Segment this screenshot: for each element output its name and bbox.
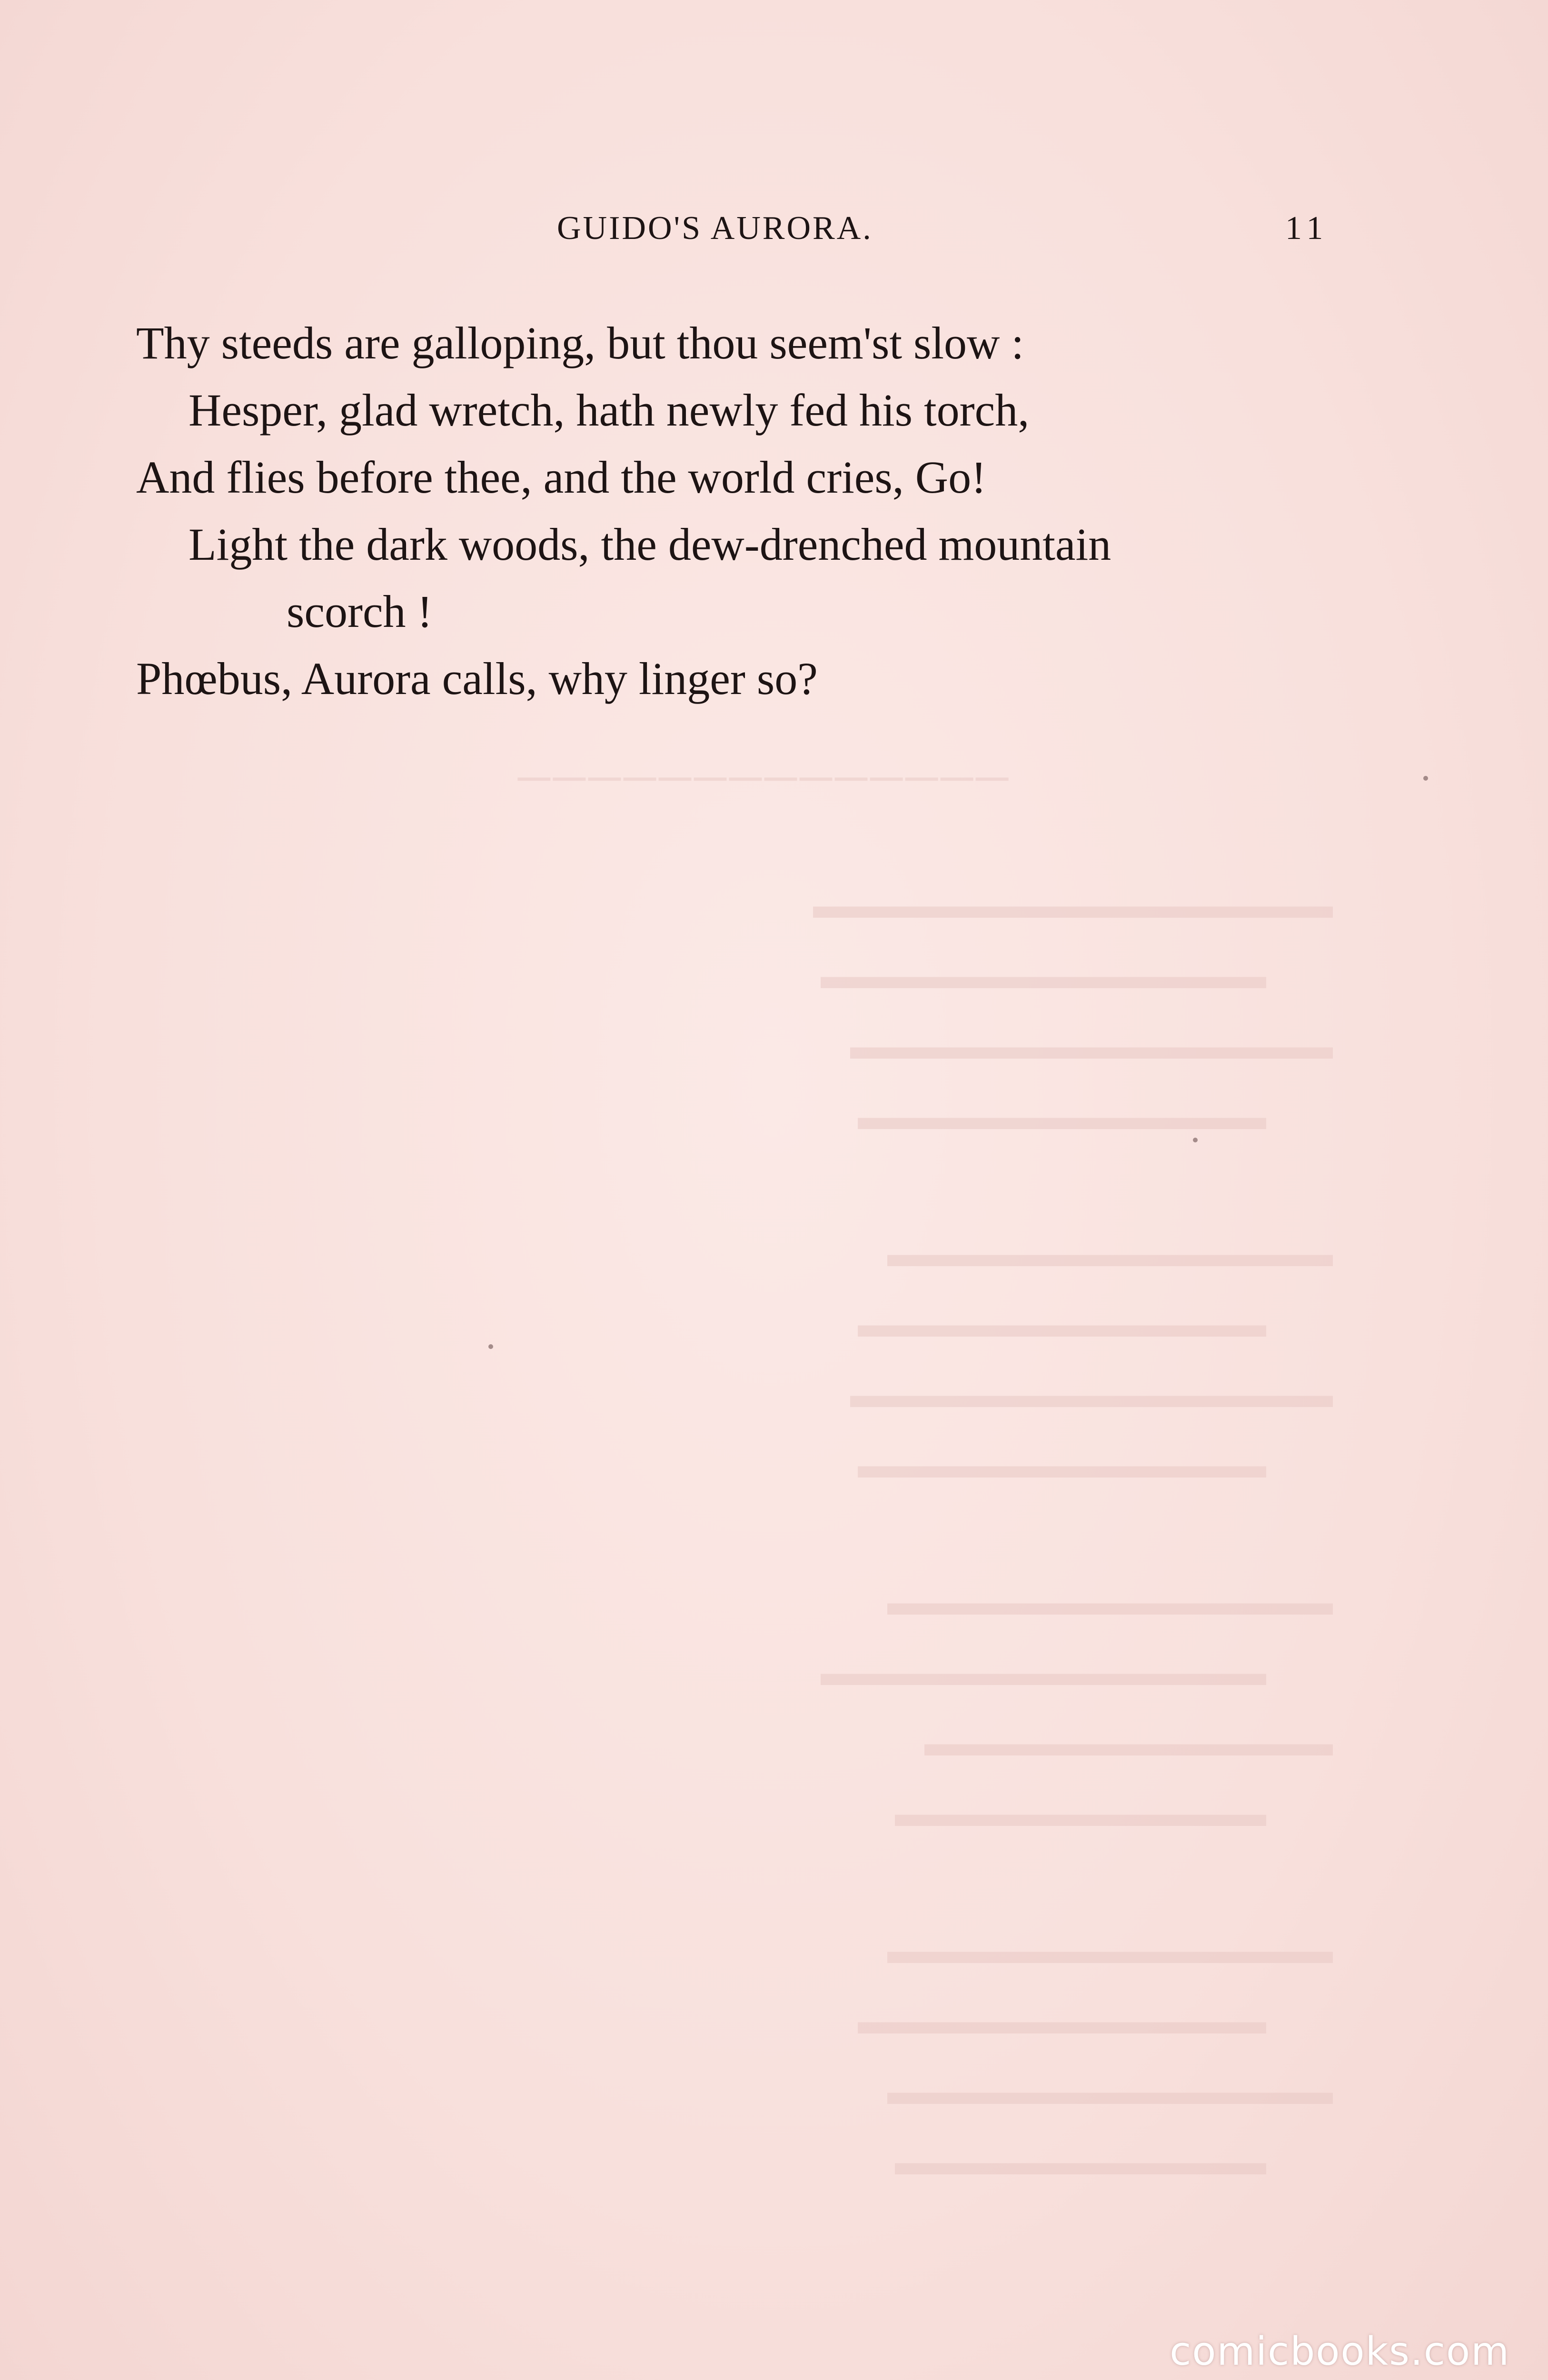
running-title: GUIDO'S AURORA.: [557, 210, 873, 247]
running-head: [0, 209, 1548, 257]
print-speck: [1193, 1138, 1198, 1142]
watermark-text: comicbooks.com: [1170, 2329, 1510, 2374]
print-speck: [488, 1344, 493, 1349]
verse-line: And flies before thee, and the world cries, Go!: [136, 452, 987, 503]
verse-line-turnover: scorch !: [287, 586, 433, 637]
poem-stanza: [136, 309, 1336, 712]
verse-line: Hesper, glad wretch, hath newly fed his torch,: [189, 385, 1030, 436]
bleed-through-texture: ────────────── ▬▬▬▬▬▬▬▬▬▬▬▬▬▬ ▬▬▬▬▬▬▬▬▬▬▬▬ ▬▬▬▬▬▬▬▬▬▬▬▬▬ ▬▬▬▬▬▬▬▬▬▬▬ ▬▬▬▬▬▬▬▬▬▬▬▬ ▬▬▬▬▬▬▬▬▬▬▬ ▬▬▬▬▬▬▬▬▬▬▬▬▬ ▬▬▬▬▬▬▬▬▬▬▬ ▬▬▬▬▬▬▬▬▬▬▬▬ ▬▬▬▬▬▬▬▬▬▬▬▬ ▬▬▬▬▬▬▬▬▬▬▬ ▬▬▬▬▬▬▬▬▬▬ ▬▬▬▬▬▬▬▬▬▬▬▬ ▬▬▬▬▬▬▬▬▬▬▬ ▬▬▬▬▬▬▬▬▬▬▬▬ ▬▬▬▬▬▬▬▬▬▬: [515, 752, 1333, 2182]
print-speck: [1423, 776, 1428, 781]
verse-line: Thy steeds are galloping, but thou seem'st slow :: [136, 317, 1024, 368]
verse-line: Phœbus, Aurora calls, why linger so?: [136, 653, 818, 704]
verse-line: Light the dark woods, the dew-drenched mountain: [189, 519, 1111, 570]
page-number: 11: [1285, 210, 1329, 247]
